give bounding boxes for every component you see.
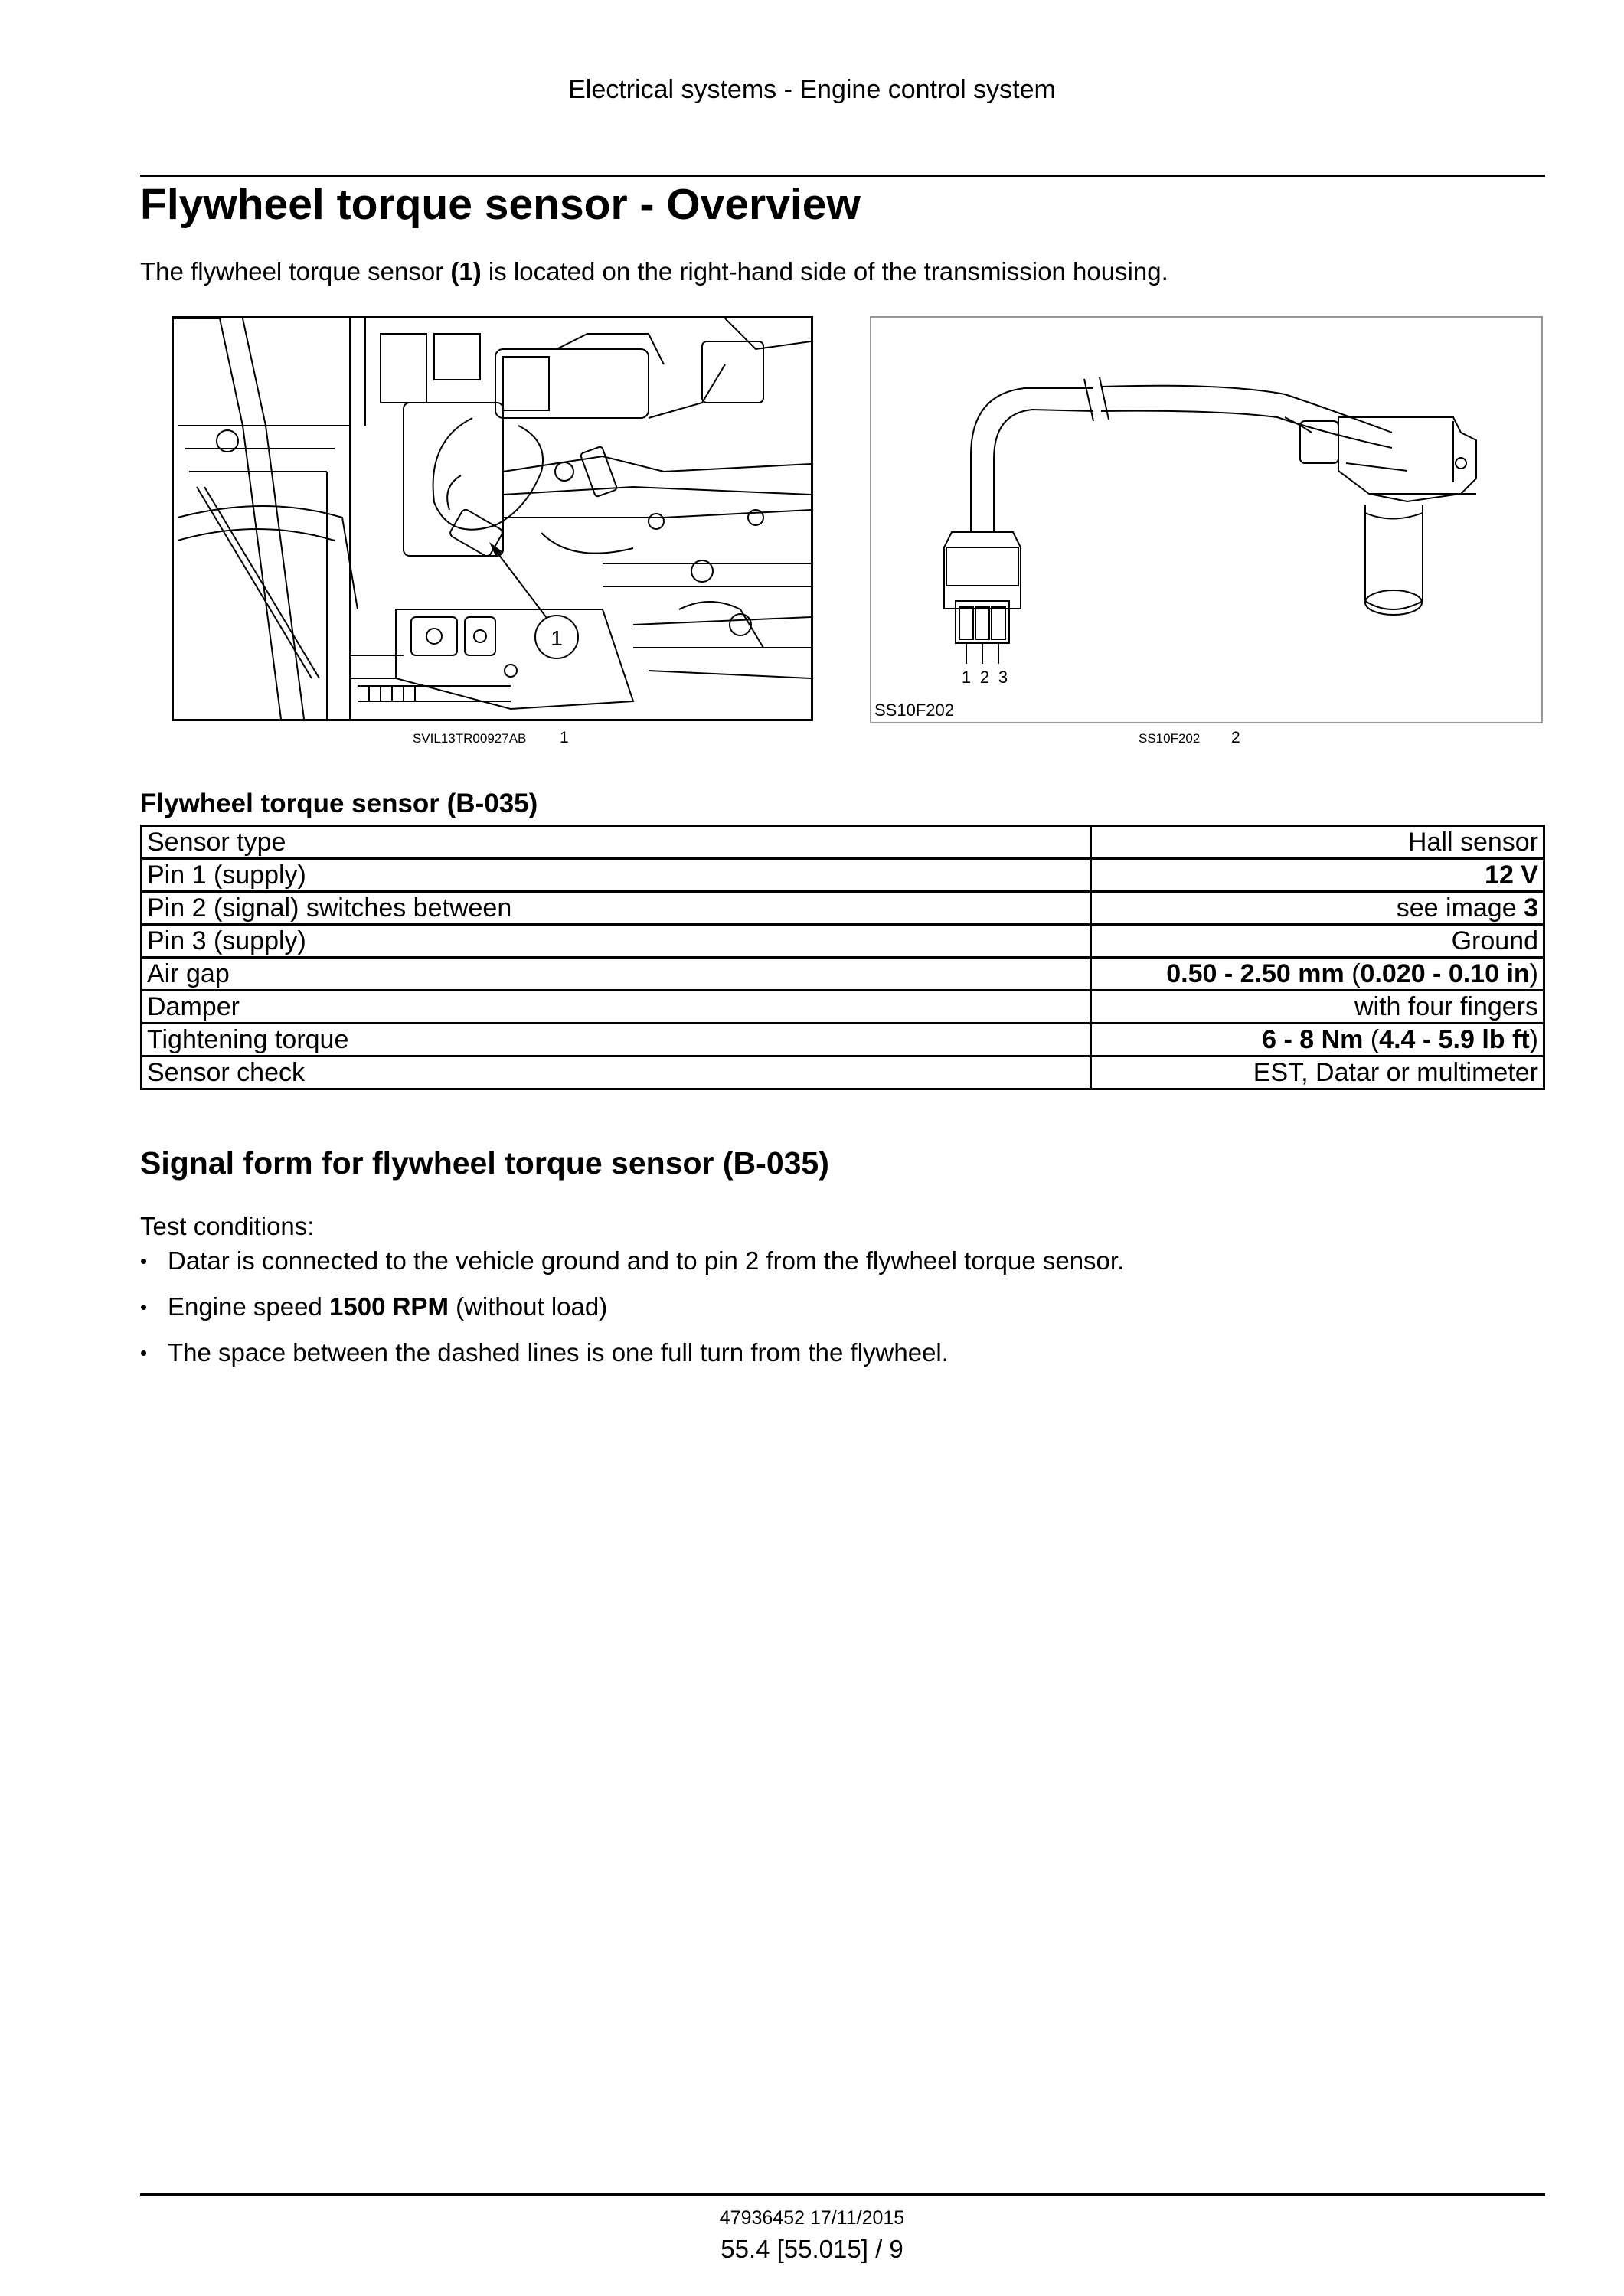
text-run: 0.020 - 0.10 in [1360, 959, 1530, 988]
spec-value [1091, 826, 1544, 859]
figure-1-engine-illustration [172, 316, 813, 721]
text-run: ( [1344, 959, 1361, 988]
text-run: with four fingers [1354, 992, 1538, 1021]
list-item [140, 1238, 1124, 1284]
figure-1-code: SVIL13TR00927AB [413, 731, 527, 746]
bullet-icon: • [140, 1249, 148, 1272]
spec-label: Pin 2 (signal) switches between [142, 892, 1091, 925]
spec-value [1091, 958, 1544, 991]
text-run: 12 V [1485, 861, 1538, 890]
header-rule [140, 175, 1545, 177]
signal-section-title: Signal form for flywheel torque sensor (B-035) [140, 1145, 829, 1181]
bullet-icon: • [140, 1295, 148, 1318]
spec-label: Sensor type [142, 826, 1091, 859]
pin-label-1: 1 [961, 668, 972, 687]
spec-row [142, 925, 1544, 958]
text-run: Ground [1451, 926, 1538, 955]
figure-1-number: 1 [560, 729, 569, 746]
intro-ref: (1) [450, 257, 482, 286]
spec-row [142, 859, 1544, 892]
figure-2-number: 2 [1231, 729, 1240, 746]
spec-row [142, 826, 1544, 859]
text-run: (without load) [448, 1292, 608, 1321]
spec-row [142, 1024, 1544, 1057]
text-run: The space between the dashed lines is one full turn from the flywheel. [168, 1338, 949, 1367]
text-run: EST, Datar or multimeter [1253, 1058, 1538, 1087]
spec-table-body [142, 826, 1544, 1089]
test-conditions-label: Test conditions: [140, 1212, 315, 1240]
spec-label: Pin 1 (supply) [142, 859, 1091, 892]
pin-label-2: 2 [979, 668, 990, 687]
engine-line-drawing [174, 318, 811, 719]
sensor-line-drawing [871, 318, 1541, 722]
footer-page-ref: 55.4 [55.015] / 9 [721, 2235, 903, 2263]
callout-label: 1 [551, 626, 563, 650]
spec-label: Air gap [142, 958, 1091, 991]
figure-2-inner-code: SS10F202 [874, 701, 954, 720]
text-run: 6 - 8 Nm [1262, 1025, 1364, 1054]
text-run: Hall sensor [1407, 828, 1538, 857]
figure-2-sensor-diagram [870, 316, 1543, 723]
spec-value [1091, 1024, 1544, 1057]
intro-paragraph [140, 257, 1168, 286]
text-run: Datar is connected to the vehicle ground and to pin 2 from the flywheel torque sensor. [168, 1246, 1125, 1275]
text-run: 4.4 - 5.9 lb ft [1379, 1025, 1530, 1054]
text-run: 0.50 - 2.50 mm [1166, 959, 1345, 988]
spec-row [142, 1057, 1544, 1089]
spec-label: Damper [142, 991, 1091, 1024]
text-run: Engine speed [168, 1292, 330, 1321]
spec-label: Sensor check [142, 1057, 1091, 1089]
intro-text-before: The flywheel torque sensor [140, 257, 451, 286]
spec-table-title: Flywheel torque sensor (B-035) [140, 789, 538, 818]
spec-label: Pin 3 (supply) [142, 925, 1091, 958]
spec-value [1091, 859, 1544, 892]
spec-value [1091, 1057, 1544, 1089]
text-run: ) [1529, 959, 1538, 988]
figure-2-code: SS10F202 [1139, 731, 1201, 746]
spec-row [142, 892, 1544, 925]
list-item [140, 1330, 1124, 1376]
text-run: 1500 RPM [329, 1292, 449, 1321]
test-conditions-list [140, 1238, 1124, 1376]
spec-value [1091, 991, 1544, 1024]
pin-label-3: 3 [998, 668, 1008, 687]
page-title: Flywheel torque sensor - Overview [140, 180, 861, 229]
text-run: ( [1363, 1025, 1380, 1054]
running-header: Electrical systems - Engine control system [568, 75, 1056, 104]
footer-doc-code: 47936452 17/11/2015 [719, 2207, 905, 2229]
spec-value [1091, 925, 1544, 958]
text-run: see image [1396, 893, 1524, 923]
footer-rule [140, 2193, 1545, 2196]
text-run: 3 [1524, 893, 1538, 923]
spec-table [140, 825, 1545, 1090]
spec-label: Tightening torque [142, 1024, 1091, 1057]
spec-value [1091, 892, 1544, 925]
list-item [140, 1284, 1124, 1330]
text-run: ) [1529, 1025, 1538, 1054]
bullet-icon: • [140, 1341, 148, 1364]
spec-row [142, 991, 1544, 1024]
spec-row [142, 958, 1544, 991]
intro-text-after: is located on the right-hand side of the transmission housing. [481, 257, 1168, 286]
